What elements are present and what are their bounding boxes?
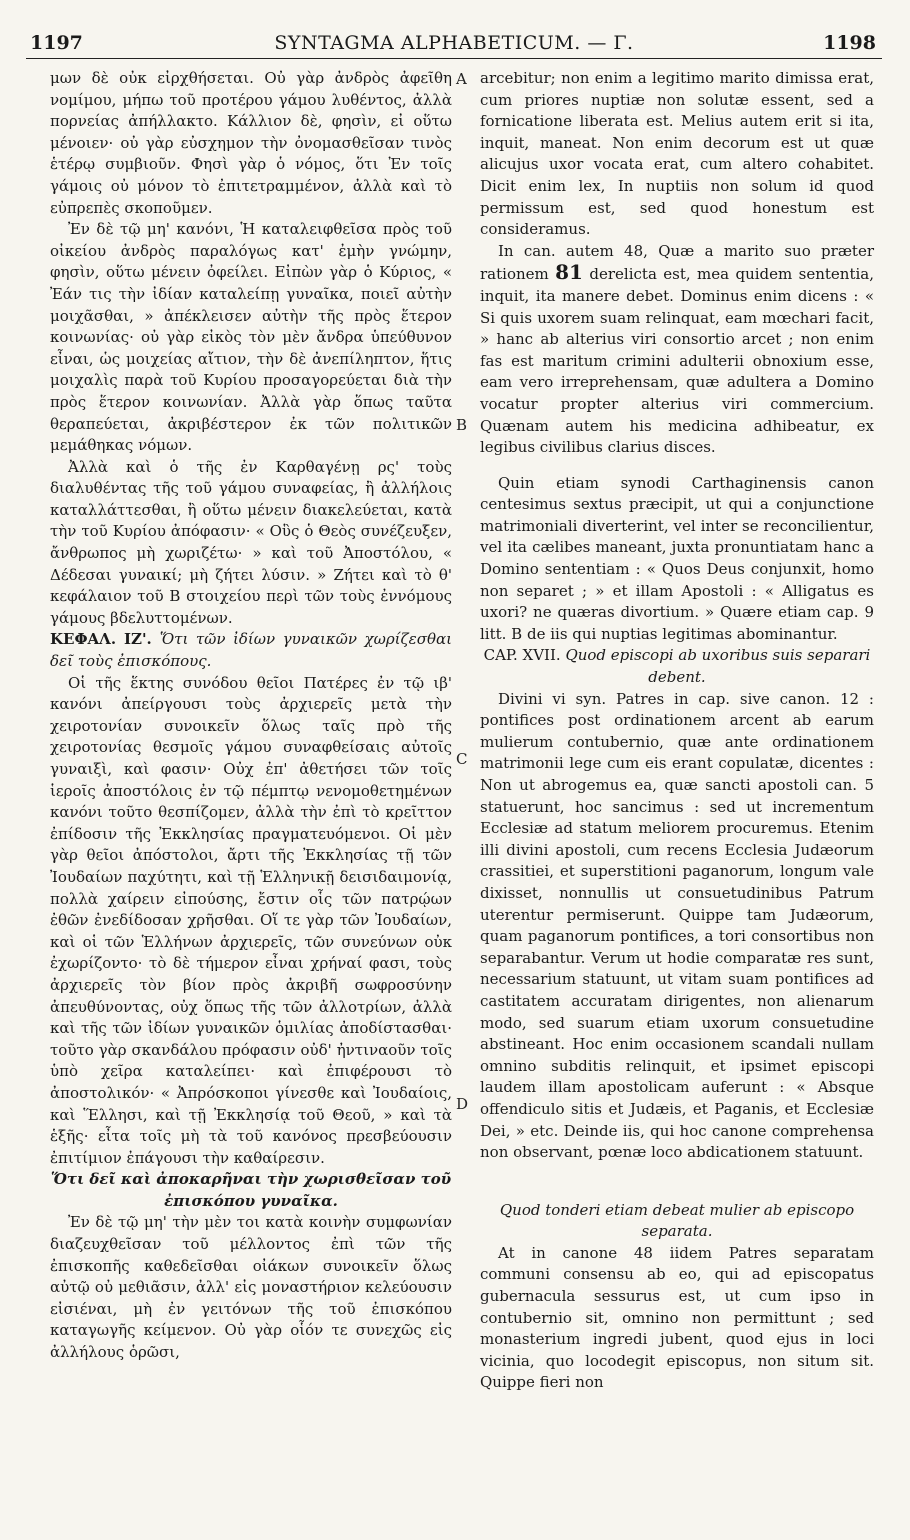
latin-paragraph: At in canone 48 iidem Patres separatam communi consensu ab eo, qui ad episcopatus gubernacula sessurus est, ut cum ipso in contubernio sit, omnino non permittunt ; sed monasterium ingredi jubent, quod ejus in loci vicinia, quo locodegit episcopus, non situm sit. Quippe fieri non [480,1243,874,1392]
chapter-heading-greek [50,629,452,672]
greek-paragraph: μων δὲ οὐκ εἰρχθήσεται. Οὐ γὰρ ἀνδρὸς ἀφεῖθη νομίμου, μήπω τοῦ προτέρου γάμου λυθέντος, ἀλλὰ πορνείας ἀπήλλακτο. Κάλλιον δὲ, φησὶν, εἰ οὕτω μένοιεν· οὐ γὰρ εὐσχημον τὴν ὀνομασθεῖσαν τινὸς ἑτέρῳ συμβιοῦν. Φησὶ γὰρ ὁ νόμος, ὅτι Ἐν τοῖς γάμοις οὐ μόνον τὸ ἐπιτετραμμένον, ἀλλὰ καὶ τὸ εὐπρεπὲς σκοποῦμεν. [50,69,452,217]
latin-column [480,68,874,1394]
greek-paragraph: Ἐν δὲ τῷ μη' κανόνι, Ἡ καταλειφθεῖσα πρὸς τοῦ οἰκείου ἀνδρὸς παραλόγως κατ' ἐμὴν γνώμην, φησὶν, οὕτω μένειν ὀφείλει. Εἰπὼν γὰρ ὁ Κύριος, « Ἐάν τις τὴν ἰδίαν καταλείπῃ γυναῖκα, ποιεῖ αὐτὴν μοιχᾶσθαι, » ἀπέκλεισεν αὐτὴν τῆς πρὸς ἕτερον κοινωνίας· οὐ γὰρ εἰκὸς τὸν μὲν ἄνδρα ὑπεύθυνον εἶναι, ὡς μοιχείας αἴτιον, τὴν δὲ ἀνεπίληπτον, ἥτις μοιχαλὶς παρὰ τοῦ Κυρίου προσαγορεύεται διὰ τὴν πρὸς ἕτερον κοινωνίαν. Ἀλλὰ γὰρ ὅπως ταῦτα θεραπεύεται, ἀκριβέστερον ἐκ τῶν πολιτικῶν μεμάθηκας νόμων. [50,220,452,455]
greek-column [50,68,452,1364]
chapter-title-greek: Ὅτι τῶν ἰδίων γυναικῶν χωρίζεσθαι δεῖ τοὺς ἐπισκόπους. [50,630,452,671]
margin-marker-a: A [456,70,467,88]
chapter-label-greek: ΚΕΦΑΛ. ΙΖ'. [50,630,152,649]
chapter-label-latin: CAP. XVII. [483,646,561,665]
subheading-greek: Ὅτι δεῖ καὶ ἀποκαρῆναι τὴν χωρισθεῖσαν τοῦ ἐπισκόπου γυναῖκα. [50,1170,452,1210]
latin-text: In can. autem 48, Quæ a marito suo præter rationem [480,241,874,284]
chapter-title-latin: Quod episcopi ab uxoribus suis separari debent. [565,646,871,687]
latin-paragraph [480,241,874,459]
greek-paragraph: Ἀλλὰ καὶ ὁ τῆς ἐν Καρθαγένῃ ρς' τοὺς διαλυθέντας τῆς τοῦ γάμου συναφείας, ἢ ἀλλήλοις καταλλάττεσθαι, ἢ οὕτω μένειν διακελεύεται, κατὰ τὴν τοῦ Κυρίου ἀπόφασιν· « Οὓς ὁ Θεὸς συνέζευξεν, ἄνθρωπος μὴ χωριζέτω· » καὶ τοῦ Ἀποστόλου, « Δέδεσαι γυναικί; μὴ ζήτει λύσιν. » Ζήτει καὶ τὸ θ' κεφάλαιον τοῦ Β στοιχείου περὶ τῶν τοὺς ἐννόμους γάμους βδελυττομένων. [50,457,452,627]
spacer [480,459,874,473]
greek-paragraph: Οἱ τῆς ἕκτης συνόδου θεῖοι Πατέρες ἐν τῷ ιβ' κανόνι ἀπείργουσι τοὺς ἀρχιερεῖς μετὰ τὴν χειροτονίαν συνοικεῖν ὅλως ταῖς πρὸ τῆς χειροτονίας θεσμοῖς γάμου συναφθείσαις αὐτοῖς γυναιξὶ, καὶ φασιν· Οὐχ ἐπ' ἀθετήσει τῶν τοῖς ἱεροῖς ἀποστόλοις ἐν τῷ πέμπτῳ νενομοθετημένων κανόνι τοῦτο θεσπίζομεν, ἀλλὰ τὴν ἐπὶ τὸ κρεῖττον ἐπίδοσιν τῆς Ἐκκλησίας πραγματευόμενοι. Οἱ μὲν γὰρ θεῖοι ἀπόστολοι, ἄρτι τῆς Ἐκκλησίας τῇ τῶν Ἰουδαίων παχύτητι, καὶ τῇ Ἑλληνικῇ δεισιδαιμονίᾳ, πολλὰ χαίρειν εἰπούσης, ἔστιν οἷς τῶν πατρῴων ἐθῶν ἐνεδίδοσαν χρῆσθαι. Οἵ τε γὰρ τῶν Ἰουδαίων, καὶ οἱ τῶν Ἑλλήνων ἀρχιερεῖς, τῶν συνεύνων οὐκ ἐχωρίζοντο· τὸ δὲ τήμερον εἶναι χρήναί φασι, τοὺς ἀρχιερεῖς τὸν βίον πρὸς ἀκριβῆ σωφροσύνην ἀπευθύνοντας, οὐχ ὅπως τῆς τῶν ἀλλοτρίων, ἀλλὰ καὶ τῆς τῶν ἰδίων γυναικῶν ὁμιλίας ἀποδίστασθαι· τοῦτο γὰρ σκανδάλου πρόφασιν οὐδ' ἠντιναοῦν τοῖς ὑπὸ χεῖρα καταλείπει· καὶ ἐπιφέρουσι τὸ ἀποστολικόν· « Ἀπρόσκοποι γίνεσθε καὶ Ἰουδαίοις, καὶ Ἕλλησι, καὶ τῇ Ἐκκλησίᾳ τοῦ Θεοῦ, » καὶ τὰ ἑξῆς· εἶτα τοῖς μὴ τὰ τοῦ κανόνος πρεσβεύουσιν ἐπιτίμιον ἐπάγουσι τὴν καθαίρεσιν. [50,673,452,1167]
page-number-left: 1197 [30,32,83,54]
page-header [26,30,882,59]
subheading-latin: Quod tonderi etiam debeat mulier ab episcopo separata. [499,1200,855,1241]
chapter-heading-latin [480,645,874,688]
page-number-right: 1198 [823,32,876,54]
latin-paragraph: arcebitur; non enim a legitimo marito dimissa erat, cum priores nuptiæ non solutæ essent, sed a fornicatione liberata est. Melius autem erit si ita, inquit, maneat. Non enim decorum est ut quæ alicujus uxor vocata erat, cum altero cohabitet. Dicit enim lex, In nuptiis non solum id quod permissum est, sed quod honestum est consideramus. [480,69,874,239]
greek-paragraph: Ἐν δὲ τῷ μη' τὴν μὲν τοι κατὰ κοινὴν συμφωνίαν διαζευχθεῖσαν τοῦ μέλλοντος ἐπὶ τῶν τῆς ἐπισκοπῆς καθεδεῖσθαι οἰάκων συνοικεῖν ὅλως αὐτῷ οὐ μεθιᾶσιν, ἀλλ' εἰς μοναστήριον κελεύουσιν εἰσιέναι, μὴ ἐν γειτόνων τῆς τοῦ ἐπισκόπου καταγωγῆς κείμενον. Οὐ γὰρ οἷόν τε συνεχῶς εἰς ἀλλήλους ὁρῶσι, [50,1213,452,1362]
latin-paragraph: Quin etiam synodi Carthaginensis canon centesimus sextus præcipit, ut qui a conjunctione matrimoniali diverterint, vel inter se reconcilientur, vel ita cælibes maneant, juxta pronuntiatam hanc a Domino sententiam : « Quos Deus conjunxit, homo non separet ; » et illam Apostoli : « Alligatus es uxori? ne quæras divortium. » Quære etiam cap. 9 litt. B de iis qui nuptias legitimas abominantur. [480,473,874,643]
column-number: 81 [555,260,583,285]
margin-marker-d: D [456,1095,469,1113]
spacer [480,1164,874,1200]
latin-paragraph: Divini vi syn. Patres in cap. sive canon. 12 : pontifices post ordinationem arcent ab earum mulierum contubernio, quæ ante ordinationem matrimonii lege cum eis erant copulatæ, dicentes : Non ut abrogemus ea, quæ sancti apostoli can. 5 statuerunt, hoc sancimus : sed ut incrementum Ecclesiæ ad statum meliorem procuremus. Etenim illi divini apostoli, cum recens Ecclesia Judæorum crassitiei, et superstitioni paganorum, longum vale dixisset, nonnullis ut consuetudinibus Patrum uterentur permiserunt. Quippe tam Judæorum, quam paganorum pontifices, a tori consortibus non separabantur. Verum ut hodie comparatæ res sunt, necessarium statuunt, ut vitam suam pontifices ad castitatem accuratam dirigentes, non alienarum modo, sed suarum etiam uxorum consuetudine abstineant. Hoc enim occasionem scandali nullam omnino subditis relinquit, et ipsimet episcopi laudem illam apostolicam auferunt : « Absque offendiculo sitis et Judæis, et Paganis, et Ecclesiæ Dei, » etc. Deinde iis, qui hoc canone comprehensa non observant, pœnæ loco abdicationem statuunt. [480,689,874,1162]
margin-marker-c: C [456,750,468,768]
latin-text: derelicta est, mea quidem sententia, inquit, ita manere debet. Dominus enim dicens : « Si quis uxorem suam relinquat, eam mœchari facit, » hanc ab alterius viri consortio arcet ; non enim fas est maritum crimini adulterii obnoxium esse, eam vero irreprehensam, quæ adultera a Domino vocatur propter alterius viri commercium. Quænam autem his medicina adhibeatur, ex legibus civilibus clarius disces. [480,265,874,457]
running-title: SYNTAGMA ALPHABETICUM. — Γ. [274,32,634,54]
margin-marker-b: B [456,416,468,434]
